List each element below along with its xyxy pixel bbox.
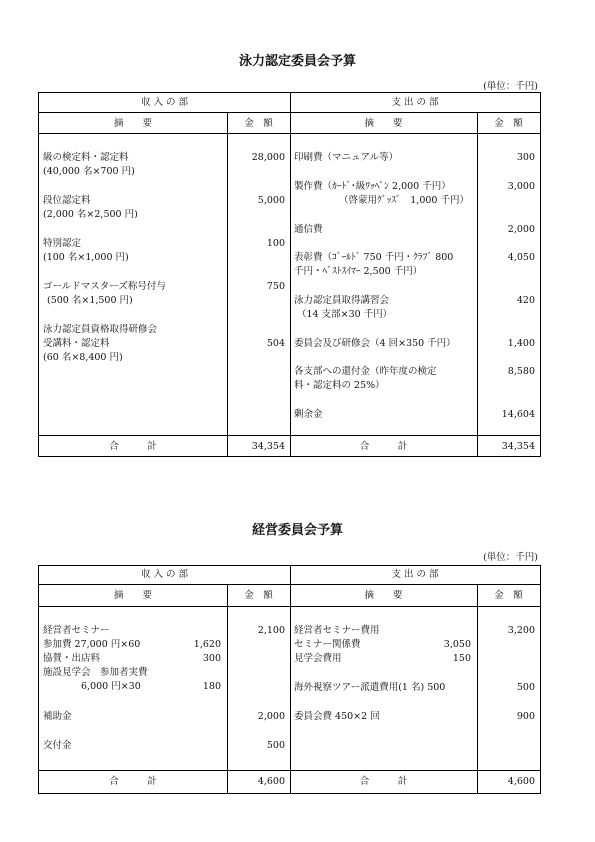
list-item: 受講料・認定料 [43, 338, 110, 349]
budget1-table [38, 92, 541, 457]
expense-header: 支 出 の 部 [391, 97, 439, 108]
list-item: 海外視察ツアー派遣費用(1 名) 500 [294, 682, 446, 693]
budget1-unit: (単位：千円) [483, 81, 538, 92]
list-item: 泳力認定員資格取得研修会 [43, 324, 158, 335]
list-item: (40,000 名×700 円) [43, 166, 135, 177]
expense-item-col: 摘 要 [364, 118, 403, 129]
list-item: 6,000 円×30 [81, 681, 141, 692]
expense-total-label: 合 計 [359, 776, 408, 787]
expense-total: 4,600 [507, 776, 535, 787]
grid-line [227, 584, 228, 793]
grid-line [290, 93, 291, 456]
list-item: 級の検定料・認定料 [43, 152, 129, 163]
list-item: 段位認定料 [43, 195, 91, 206]
list-item-amount: 5,000 [257, 195, 285, 206]
list-item-amount: 2,000 [257, 711, 285, 722]
income-total-label: 合 計 [109, 441, 157, 452]
list-item: 各支部への還付金（昨年度の検定 [294, 366, 437, 377]
list-item: 料・認定料の 25%） [294, 380, 385, 391]
list-item-amount: 3,000 [507, 181, 535, 192]
expense-header: 支 出 の 部 [391, 569, 439, 580]
list-item: （啓蒙用ｸﾞｯｽﾞ 1,000 千円） [339, 195, 469, 206]
list-item: 経営者セミナー [43, 625, 110, 636]
list-item: 委員会費 450×2 回 [294, 711, 380, 722]
budget1-title: 泳力認定委員会予算 [238, 54, 356, 69]
list-item: (500 名×1,500 円) [47, 295, 133, 306]
list-item-amount: 100 [266, 238, 285, 249]
expense-item-col: 摘 要 [364, 590, 403, 601]
list-item: 千円・ﾍﾞｽﾄｽｲﾏｰ 2,500 千円） [294, 266, 423, 277]
expense-amount-col: 金 額 [494, 590, 523, 601]
list-item: （14 支部×30 千円） [297, 309, 393, 320]
list-item: 印刷費（マニュアル等） [294, 152, 399, 163]
list-item: (2,000 名×2,500 円) [43, 209, 138, 220]
list-item: 参加費 27,000 円×60 [43, 639, 141, 650]
budget2-table [38, 565, 541, 794]
list-item: 通信費 [294, 224, 323, 235]
income-header: 収 入 の 部 [140, 569, 189, 580]
list-item: 特別認定 [43, 238, 82, 249]
list-item: 経営者セミナー費用 [294, 625, 380, 636]
list-item-subamount: 1,620 [193, 639, 221, 650]
expense-total: 34,354 [501, 441, 535, 452]
list-item-amount: 28,000 [251, 152, 285, 163]
list-item: 委員会及び研修会（4 回×350 千円） [294, 338, 456, 349]
income-total: 4,600 [257, 776, 285, 787]
list-item-amount: 900 [516, 711, 535, 722]
list-item-amount: 1,400 [507, 338, 535, 349]
budget2-title: 経営委員会予算 [251, 523, 343, 538]
list-item-subamount: 3,050 [443, 639, 471, 650]
list-item-amount: 3,200 [507, 625, 535, 636]
list-item: 施設見学会 参加者実費 [43, 667, 148, 678]
list-item: 協賛・出店料 [43, 653, 101, 664]
expense-total-label: 合 計 [359, 441, 408, 452]
income-item-col: 摘 要 [113, 590, 152, 601]
list-item-subamount: 300 [202, 653, 221, 664]
list-item: 補助金 [43, 711, 72, 722]
budget2-unit: (単位：千円) [483, 552, 538, 563]
list-item: 製作費（ｶｰﾄﾞ･級ﾜｯﾍﾟﾝ 2,000 千円） [294, 181, 451, 192]
list-item-amount: 14,604 [501, 409, 535, 420]
list-item: 泳力認定員取得講習会 [294, 295, 390, 306]
list-item-amount: 500 [516, 682, 535, 693]
income-item-col: 摘 要 [113, 118, 152, 129]
income-header: 収 入 の 部 [140, 97, 189, 108]
list-item: 交付金 [43, 740, 72, 751]
income-amount-col: 金 額 [244, 590, 273, 601]
list-item: (60 名×8,400 円) [43, 352, 123, 363]
list-item-amount: 500 [266, 740, 285, 751]
list-item-subamount: 150 [452, 653, 471, 664]
list-item-amount: 2,100 [257, 625, 285, 636]
list-item-amount: 300 [516, 152, 535, 163]
list-item: ゴールドマスターズ称号付与 [43, 281, 166, 292]
list-item-amount: 750 [266, 281, 285, 292]
income-amount-col: 金 額 [244, 118, 273, 129]
list-item: 剰余金 [294, 409, 323, 420]
list-item-amount: 8,580 [507, 366, 535, 377]
list-item-amount: 2,000 [507, 224, 535, 235]
list-item: セミナー関係費 [294, 639, 361, 650]
income-total-label: 合 計 [109, 776, 157, 787]
list-item-amount: 420 [516, 295, 535, 306]
list-item: 表彰費（ｺﾞｰﾙﾄﾞ 750 千円・ｸﾗﾌﾞ 800 [294, 252, 454, 263]
list-item: (100 名×1,000 円) [43, 252, 129, 263]
list-item-amount: 4,050 [507, 252, 535, 263]
income-total: 34,354 [251, 441, 285, 452]
list-item: 見学会費用 [294, 653, 342, 664]
list-item-subamount: 180 [202, 681, 221, 692]
expense-amount-col: 金 額 [494, 118, 523, 129]
list-item-amount: 504 [266, 338, 285, 349]
